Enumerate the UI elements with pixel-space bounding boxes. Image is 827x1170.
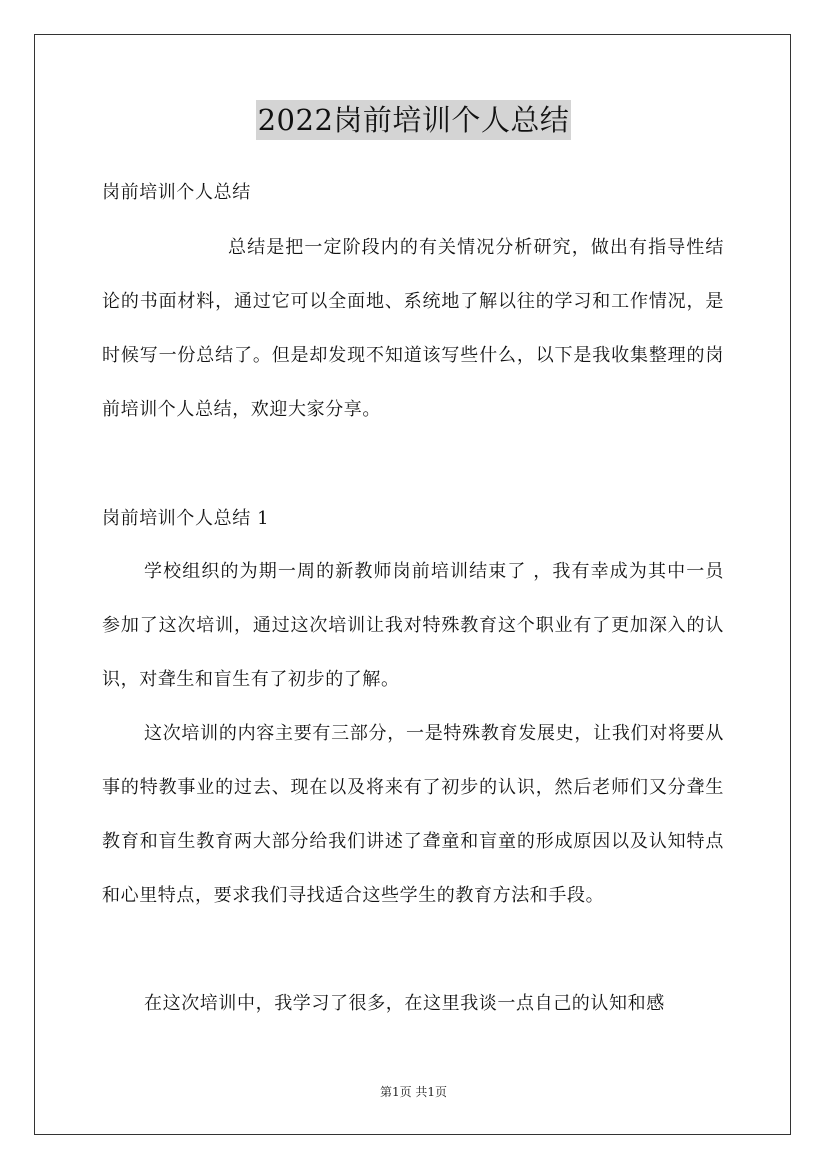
section-heading: 岗前培训个人总结 1 <box>102 508 270 529</box>
paragraph-3: 在这次培训中，我学习了很多，在这里我谈一点自己的认知和感 <box>144 993 665 1014</box>
intro-paragraph: 总结是把一定阶段内的有关情况分析研究，做出有指导性结论的书面材料，通过它可以全面地、系统地了解以往的学习和工作情况，是时候写一份总结了。但是却发现不知道该写些什么，以下是我收集整理的岗前培训个人总结，欢迎大家分享。 <box>102 237 724 420</box>
paragraph-2: 这次培训的内容主要有三部分，一是特殊教育发展史，让我们对将要从事的特教事业的过去、现在以及将来有了初步的认识，然后老师们又分聋生教育和盲生教育两大部分给我们讲述了聋童和盲童的形成原因以及认知特点和心里特点，要求我们寻找适合这些学生的教育方法和手段。 <box>102 723 724 906</box>
document-subtitle: 岗前培训个人总结 <box>102 182 251 203</box>
page-footer <box>0 1082 827 1102</box>
document-title: 2022岗前培训个人总结 <box>256 100 572 140</box>
title-container <box>0 100 827 140</box>
page-number: 第1页 共1页 <box>379 1085 448 1099</box>
paragraph-1: 学校组织的为期一周的新教师岗前培训结束了 ，我有幸成为其中一员参加了这次培训，通过这次培训让我对特殊教育这个职业有了更加深入的认识，对聋生和盲生有了初步的了解。 <box>102 561 724 690</box>
